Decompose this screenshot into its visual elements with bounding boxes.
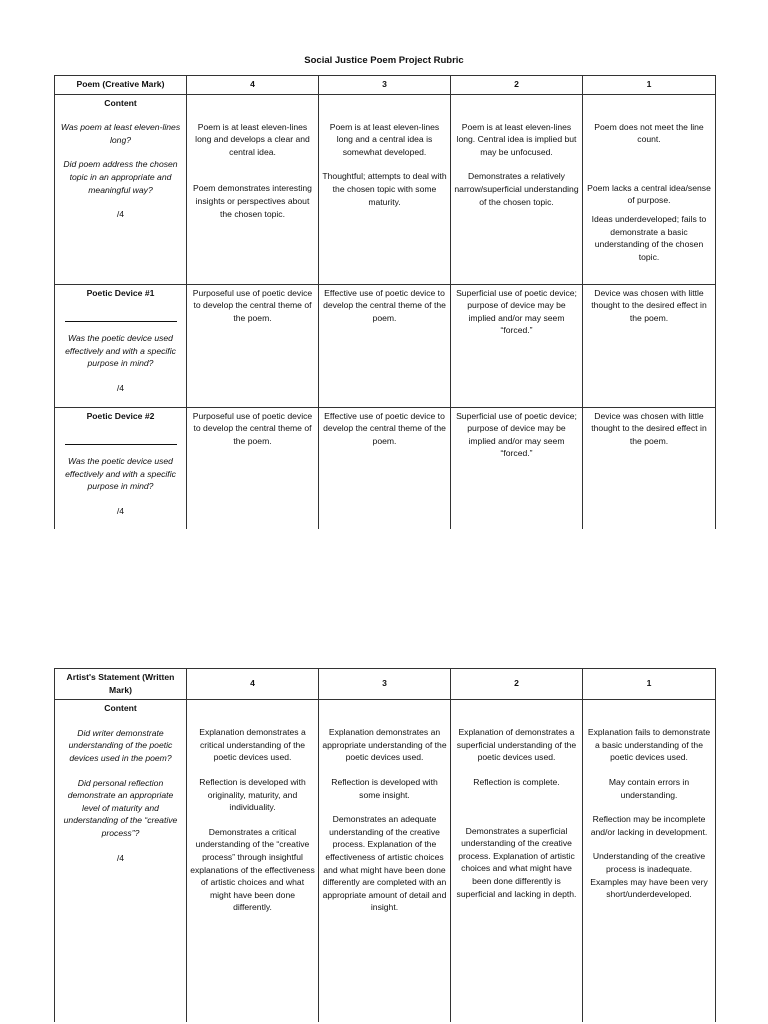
descriptor: Poem is at least eleven-lines long and develops a clear and central idea. [195, 121, 310, 157]
score-mark: /4 [116, 852, 125, 863]
score-2-cell: Superficial use of poetic device; purpose of device may be implied and/or may seem “forced.” [451, 407, 583, 529]
blank-answer-line [65, 313, 177, 322]
descriptor: Poem is at least eleven-lines long. Central idea is implied but may be unfocused. [456, 121, 577, 157]
content-label: Content [104, 703, 137, 714]
score-4-cell: Purposeful use of poetic device to develop the central theme of the poem. [187, 284, 319, 407]
descriptor: Ideas underdeveloped; fails to demonstrate a basic understanding of the chosen topic. [591, 213, 707, 262]
descriptor: Explanation demonstrates a critical understanding of the poetic devices used. [199, 727, 306, 763]
descriptor: Explanation demonstrates an appropriate understanding of the poetic devices used. [322, 727, 447, 763]
descriptor: Demonstrates a superficial understanding of the creative process. Explanation of artistic choices and what might have been done differently is superficial and lacking in depth. [456, 825, 577, 899]
criteria-question: Did personal reflection demonstrate an appropriate level of maturity and understanding of the “creative process”? [63, 777, 178, 838]
score-mark: /4 [116, 382, 125, 393]
score-4-cell [187, 700, 319, 1022]
poetic-device-2-row [55, 407, 716, 529]
score-2-cell [451, 94, 583, 284]
statement-header-row [55, 669, 716, 700]
device-label: Poetic Device #2 [86, 410, 155, 421]
descriptor: Poem demonstrates interesting insights or perspectives about the chosen topic. [193, 183, 312, 219]
criteria-cell [55, 407, 187, 529]
device-label: Poetic Device #1 [86, 287, 155, 298]
descriptor: Thoughtful; attempts to deal with the chosen topic with some maturity. [322, 171, 447, 207]
criteria-cell [55, 94, 187, 284]
score-4-cell [187, 94, 319, 284]
content-label: Content [104, 97, 137, 108]
descriptor: Demonstrates an adequate understanding of the creative process. Explanation of the effectiveness of artistic choices and what might have been done differently are completed with an appropriate amount of detail and insight. [322, 814, 447, 913]
score-1-cell: Device was chosen with little thought to the desired effect in the poem. [583, 407, 716, 529]
document-title: Social Justice Poem Project Rubric [304, 55, 464, 66]
score-3-cell [319, 94, 451, 284]
descriptor: Poem is at least eleven-lines long and a central idea is somewhat developed. [329, 121, 440, 157]
descriptor: Reflection is complete. [473, 776, 560, 787]
descriptor: Reflection may be incomplete and/or lacking in development. [590, 814, 708, 837]
descriptor: Poem lacks a central idea/sense of purpose. [587, 182, 711, 206]
header-score-3: 3 [319, 669, 451, 700]
score-3-cell [319, 700, 451, 1022]
criteria-question: Was poem at least eleven-lines long? [60, 122, 181, 145]
header-score-4: 4 [187, 669, 319, 700]
poem-rubric-table [54, 75, 716, 529]
header-score-1: 1 [583, 76, 716, 95]
criteria-cell [55, 284, 187, 407]
descriptor: Reflection is developed with some insight. [331, 776, 438, 800]
header-score-3: 3 [319, 76, 451, 95]
score-4-cell: Purposeful use of poetic device to develop the central theme of the poem. [187, 407, 319, 529]
content-row [55, 700, 716, 1022]
descriptor: May contain errors in understanding. [608, 776, 690, 800]
descriptor: Poem does not meet the line count. [594, 121, 704, 145]
score-mark: /4 [116, 505, 125, 516]
descriptor: Demonstrates a critical understanding of the “creative process” through insightful explanations of the effectiveness of artistic choices and what might have been done differently. [190, 826, 315, 913]
poem-header-row [55, 76, 716, 95]
content-row [55, 94, 716, 284]
poetic-device-1-row [55, 284, 716, 407]
score-2-cell [451, 700, 583, 1022]
score-1-cell [583, 700, 716, 1022]
header-score-1: 1 [583, 669, 716, 700]
score-1-cell: Device was chosen with little thought to the desired effect in the poem. [583, 284, 716, 407]
header-score-2: 2 [451, 76, 583, 95]
score-2-cell: Superficial use of poetic device; purpose of device may be implied and/or may seem “forced.” [451, 284, 583, 407]
descriptor: Explanation of demonstrates a superficial understanding of the poetic devices used. [456, 727, 577, 763]
score-3-cell: Effective use of poetic device to develop the central theme of the poem. [319, 407, 451, 529]
header-score-4: 4 [187, 76, 319, 95]
criteria-question: Was the poetic device used effectively and with a specific purpose in mind? [65, 333, 176, 369]
descriptor: Demonstrates a relatively narrow/superficial understanding of the chosen topic. [454, 171, 579, 207]
criteria-question: Did poem address the chosen topic in an appropriate and meaningful way? [63, 159, 178, 195]
score-1-cell [583, 94, 716, 284]
header-score-2: 2 [451, 669, 583, 700]
score-3-cell: Effective use of poetic device to develop the central theme of the poem. [319, 284, 451, 407]
descriptor: Reflection is developed with originality, maturity, and individuality. [199, 776, 306, 813]
descriptor: Understanding of the creative process is inadequate. Examples may have been very short/underdeveloped. [590, 851, 708, 900]
score-mark: /4 [116, 209, 125, 220]
descriptor: Explanation fails to demonstrate a basic understanding of the poetic devices used. [587, 727, 711, 763]
blank-answer-line [65, 436, 177, 445]
criteria-cell [55, 700, 187, 1022]
header-criteria: Poem (Creative Mark) [55, 76, 187, 95]
criteria-question: Did writer demonstrate understanding of the poetic devices used in the poem? [68, 727, 173, 763]
header-criteria: Artist's Statement (Written Mark) [55, 669, 187, 700]
criteria-question: Was the poetic device used effectively and with a specific purpose in mind? [65, 456, 176, 492]
artist-statement-rubric-table [54, 668, 716, 1022]
